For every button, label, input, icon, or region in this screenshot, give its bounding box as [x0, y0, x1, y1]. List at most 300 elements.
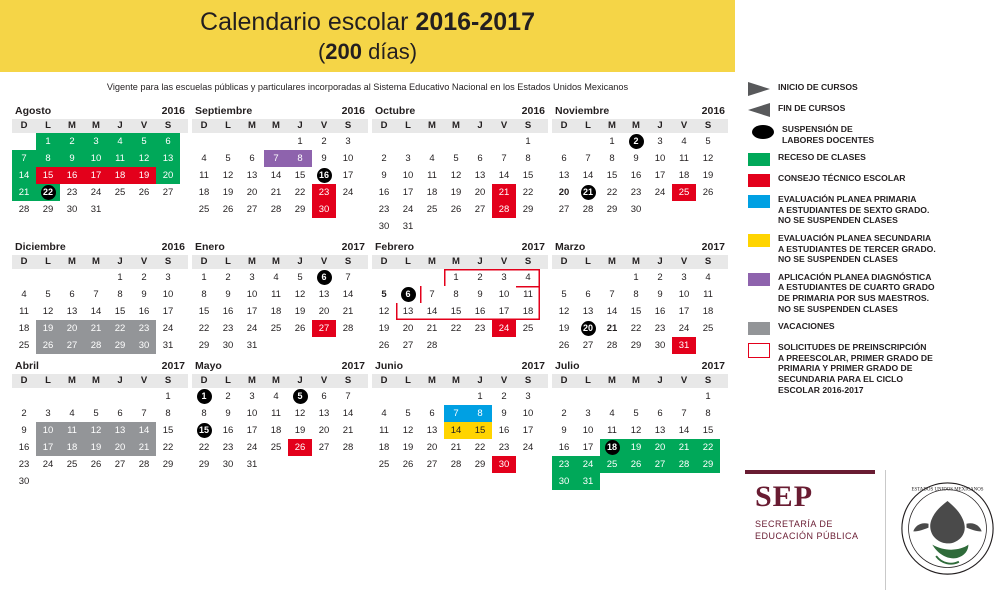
day-cell: 26 [702, 187, 714, 198]
day-cell: 24 [42, 459, 54, 470]
day-cell: 1 [525, 136, 531, 147]
page-title-text: Calendario escolar [200, 8, 416, 36]
day-cell: 31 [246, 459, 258, 470]
day-cell: 15 [468, 422, 492, 439]
day-cell: 14 [342, 289, 354, 300]
month-header [372, 241, 548, 255]
day-cell: 9 [321, 153, 327, 164]
legend-label-line: CONSEJO TÉCNICO ESCOLAR [778, 173, 906, 184]
day-cell: 4 [273, 391, 279, 402]
empty-cell [444, 388, 468, 405]
weekday-header [192, 255, 368, 269]
day-cell: 5 [633, 408, 639, 419]
day-cell: 4 [705, 272, 711, 283]
day-cell: 25 [702, 323, 714, 334]
day-cell: 7 [444, 405, 468, 422]
month-febrero [372, 241, 548, 354]
day-grid [12, 133, 188, 218]
weekday-label: V [320, 256, 328, 267]
empty-cell [600, 388, 624, 405]
weekday-label: V [320, 120, 328, 131]
day-cell: 28 [450, 459, 462, 470]
day-cell: 27 [318, 442, 330, 453]
day-cell [624, 133, 648, 150]
month-header [192, 105, 368, 119]
weekday-header [552, 374, 728, 388]
weekday-label: M [452, 375, 460, 386]
day-grid [192, 133, 368, 218]
weekday-label: J [117, 256, 123, 267]
day-grid [372, 388, 548, 473]
empty-cell [36, 388, 60, 405]
day-cell: 11 [379, 425, 389, 436]
day-cell: 30 [222, 459, 234, 470]
month-name: Abril [15, 360, 39, 372]
day-cell: 8 [201, 289, 207, 300]
day-cell: 31 [576, 473, 600, 490]
day-cell: 2 [561, 408, 567, 419]
day-cell: 13 [66, 306, 78, 317]
day-cell: 18 [678, 170, 690, 181]
weekday-label: S [344, 256, 352, 267]
day-cell: 9 [21, 425, 27, 436]
day-cell: 17 [342, 170, 354, 181]
day-cell: 30 [18, 476, 30, 487]
day-cell: 13 [156, 150, 180, 167]
day-cell: 17 [522, 425, 534, 436]
weekday-header [12, 255, 188, 269]
day-cell: 13 [396, 303, 420, 320]
day-cell: 26 [558, 340, 570, 351]
day-cell: 23 [630, 187, 642, 198]
empty-cell [420, 133, 444, 150]
day-cell: 26 [222, 204, 234, 215]
legend-label-line: A ESTUDIANTES DE SEXTO GRADO. [778, 204, 930, 215]
day-cell: 7 [345, 272, 351, 283]
day-cell: 3 [345, 136, 351, 147]
month-agosto [12, 105, 188, 235]
day-cell: 7 [420, 286, 444, 303]
day-cell: 22 [522, 187, 534, 198]
day-cell: 4 [69, 408, 75, 419]
day-cell [600, 439, 624, 456]
day-cell: 13 [582, 306, 594, 317]
day-cell: 2 [141, 272, 147, 283]
suspension-marker: 2 [629, 134, 644, 149]
day-cell: 11 [199, 170, 209, 181]
weekday-header [12, 374, 188, 388]
day-cell: 10 [162, 289, 174, 300]
weekday-label: L [225, 375, 231, 386]
day-cell: 15 [114, 306, 126, 317]
month-octubre [372, 105, 548, 235]
weekday-label: V [140, 120, 148, 131]
day-cell: 29 [474, 459, 486, 470]
weekday-label: D [200, 120, 208, 131]
day-cell: 12 [132, 150, 156, 167]
weekday-label: J [657, 120, 663, 131]
day-cell: 12 [702, 153, 714, 164]
svg-text:ESTADOS UNIDOS MEXICANOS: ESTADOS UNIDOS MEXICANOS [911, 487, 984, 493]
day-cell: 11 [427, 170, 437, 181]
subtitle-open-paren: ( [317, 39, 326, 64]
month-header [192, 241, 368, 255]
month-year: 2016 [161, 241, 185, 253]
weekday-label: J [297, 375, 303, 386]
day-cell: 24 [162, 323, 174, 334]
sep-dependency-line1: SECRETARÍA DE [755, 519, 833, 529]
month-junio [372, 360, 548, 490]
day-cell: 9 [657, 289, 663, 300]
day-cell: 21 [132, 439, 156, 456]
day-cell: 29 [108, 337, 132, 354]
month-header [12, 105, 188, 119]
day-cell: 31 [246, 340, 258, 351]
day-cell: 19 [402, 442, 414, 453]
day-cell: 26 [288, 439, 312, 456]
weekday-label: S [704, 256, 712, 267]
legend-label-line: VACACIONES [778, 321, 835, 332]
legend-item [748, 82, 998, 96]
legend-label [778, 152, 866, 163]
month-diciembre [12, 241, 188, 354]
weekday-label: S [164, 375, 172, 386]
day-cell: 5 [297, 272, 303, 283]
day-cell: 15 [702, 425, 714, 436]
month-name: Octubre [375, 105, 416, 117]
empty-cell [216, 133, 240, 150]
legend-label-line: DE PRIMARIA POR SUS MAESTROS. [778, 292, 930, 303]
suspension-marker: 22 [41, 185, 56, 200]
day-cell: 24 [654, 187, 666, 198]
sep-band [745, 470, 875, 474]
legend-label-line: NO SE SUSPENDEN CLASES [778, 254, 898, 265]
weekday-label: V [500, 256, 508, 267]
day-cell: 7 [12, 150, 36, 167]
day-cell: 30 [378, 221, 390, 232]
day-cell: 20 [318, 425, 330, 436]
day-cell: 1 [201, 272, 207, 283]
weekday-label: D [560, 256, 568, 267]
day-cell: 17 [246, 306, 258, 317]
day-cell: 27 [558, 204, 570, 215]
day-cell: 9 [561, 425, 567, 436]
day-cell: 4 [201, 153, 207, 164]
day-cell: 23 [474, 323, 486, 334]
weekday-label: D [200, 375, 208, 386]
day-cell: 4 [429, 153, 435, 164]
day-cell: 28 [84, 337, 108, 354]
day-grid [12, 388, 188, 490]
day-cell: 26 [138, 187, 150, 198]
weekday-label: D [380, 375, 388, 386]
suspension-marker: 16 [317, 168, 332, 183]
day-cell: 30 [132, 337, 156, 354]
day-cell: 1 [297, 136, 303, 147]
day-cell: 18 [270, 306, 282, 317]
month-header [12, 241, 188, 255]
legend-label-line: INICIO DE CURSOS [778, 82, 858, 92]
empty-cell [576, 388, 600, 405]
day-cell: 28 [672, 456, 696, 473]
month-year: 2017 [701, 241, 725, 253]
weekday-label: J [477, 375, 483, 386]
month-name: Noviembre [555, 105, 610, 117]
day-cell: 19 [702, 170, 714, 181]
day-cell: 14 [678, 425, 690, 436]
empty-cell [36, 269, 60, 286]
weekday-label: J [297, 256, 303, 267]
weekday-header [372, 255, 548, 269]
legend-label [778, 194, 929, 226]
empty-cell [552, 388, 576, 405]
weekday-label: L [45, 375, 51, 386]
day-cell: 7 [585, 153, 591, 164]
day-cell: 16 [138, 306, 150, 317]
day-cell: 11 [108, 150, 132, 167]
day-cell: 5 [705, 136, 711, 147]
month-header [372, 360, 548, 374]
weekday-label: J [477, 120, 483, 131]
day-cell: 26 [36, 337, 60, 354]
calendar-row [12, 360, 734, 496]
weekday-label: M [68, 256, 76, 267]
month-header [552, 241, 728, 255]
day-cell: 22 [162, 442, 174, 453]
month-header [372, 105, 548, 119]
day-cell: 16 [468, 303, 492, 320]
day-cell: 11 [271, 408, 281, 419]
weekday-label: J [297, 120, 303, 131]
day-cell: 20 [558, 187, 570, 198]
day-cell: 28 [342, 323, 354, 334]
empty-cell [396, 269, 420, 286]
day-cell: 6 [561, 153, 567, 164]
empty-cell [468, 133, 492, 150]
month-name: Junio [375, 360, 403, 372]
weekday-label: S [704, 375, 712, 386]
weekday-header [192, 374, 368, 388]
weekday-header [552, 119, 728, 133]
day-cell: 26 [450, 204, 462, 215]
month-header [192, 360, 368, 374]
day-cell: 11 [703, 289, 713, 300]
day-cell: 25 [522, 323, 534, 334]
color-swatch [748, 322, 770, 335]
day-cell: 23 [498, 442, 510, 453]
page-subtitle [0, 39, 735, 65]
sep-logo: SEP [755, 480, 814, 513]
empty-cell [372, 269, 396, 286]
sep-dependency [755, 518, 859, 542]
day-grid [372, 269, 548, 354]
legend-label [778, 321, 835, 332]
day-cell: 21 [342, 306, 354, 317]
day-cell: 8 [453, 289, 459, 300]
day-cell: 31 [90, 204, 102, 215]
day-cell: 26 [378, 340, 390, 351]
weekday-label: M [608, 120, 616, 131]
day-cell: 27 [474, 204, 486, 215]
empty-cell [396, 388, 420, 405]
day-cell: 28 [342, 442, 354, 453]
day-cell: 8 [288, 150, 312, 167]
day-cell: 2 [225, 391, 231, 402]
weekday-label: S [164, 256, 172, 267]
day-cell: 23 [222, 442, 234, 453]
month-abril [12, 360, 188, 490]
month-header [552, 105, 728, 119]
day-cell: 25 [114, 187, 126, 198]
day-cell: 12 [222, 170, 234, 181]
empty-cell [60, 388, 84, 405]
day-cell: 20 [108, 439, 132, 456]
day-cell: 2 [225, 272, 231, 283]
circle-icon [752, 125, 774, 139]
arrow-right-icon [748, 82, 770, 96]
day-cell: 28 [606, 340, 618, 351]
day-cell: 6 [321, 391, 327, 402]
legend-item [748, 342, 998, 395]
month-year: 2016 [161, 105, 185, 117]
weekday-label: M [248, 375, 256, 386]
month-name: Marzo [555, 241, 586, 253]
day-cell: 23 [132, 320, 156, 337]
weekday-label: V [500, 120, 508, 131]
legend-item [748, 124, 998, 145]
empty-cell [192, 133, 216, 150]
day-cell: 22 [294, 187, 306, 198]
day-cell: 22 [108, 320, 132, 337]
month-name: Diciembre [15, 241, 66, 253]
day-cell: 15 [198, 306, 210, 317]
day-cell: 9 [141, 289, 147, 300]
header-banner [0, 0, 735, 72]
day-cell: 20 [648, 439, 672, 456]
month-year: 2017 [521, 241, 545, 253]
day-cell [576, 184, 600, 201]
outline-swatch [748, 343, 770, 358]
legend-label-line: RECESO DE CLASES [778, 152, 866, 163]
day-cell: 22 [696, 439, 720, 456]
empty-cell [576, 269, 600, 286]
day-cell: 21 [492, 184, 516, 201]
day-cell: 12 [450, 170, 462, 181]
page-title-years: 2016-2017 [415, 8, 535, 36]
day-cell: 31 [672, 337, 696, 354]
day-cell: 12 [558, 306, 570, 317]
weekday-label: M [92, 256, 100, 267]
month-name: Febrero [375, 241, 415, 253]
weekday-label: J [657, 256, 663, 267]
day-cell: 23 [654, 323, 666, 334]
day-cell: 7 [264, 150, 288, 167]
day-cell: 10 [36, 422, 60, 439]
day-cell: 15 [162, 425, 174, 436]
day-cell: 17 [654, 170, 666, 181]
legend-label-line: LABORES DOCENTES [782, 134, 875, 145]
day-cell: 1 [117, 272, 123, 283]
day-cell: 18 [60, 439, 84, 456]
weekday-label: V [140, 256, 148, 267]
month-name: Septiembre [195, 105, 253, 117]
day-cell: 21 [342, 425, 354, 436]
day-cell: 25 [270, 323, 282, 334]
month-year: 2017 [341, 360, 365, 372]
month-year: 2017 [341, 241, 365, 253]
empty-cell [648, 388, 672, 405]
day-cell [36, 184, 60, 201]
day-cell: 13 [318, 408, 330, 419]
subtitle-days-count: 200 [325, 39, 362, 64]
day-cell: 16 [222, 425, 234, 436]
day-cell: 10 [246, 289, 258, 300]
day-cell: 19 [222, 187, 234, 198]
day-cell: 31 [162, 340, 174, 351]
weekday-label: M [428, 120, 436, 131]
day-cell: 28 [138, 459, 150, 470]
day-cell: 27 [162, 187, 174, 198]
suspension-marker: 1 [197, 389, 212, 404]
day-cell: 27 [582, 340, 594, 351]
day-cell: 17 [492, 303, 516, 320]
day-cell: 8 [633, 289, 639, 300]
weekday-label: L [585, 375, 591, 386]
day-cell [312, 269, 336, 286]
weekday-label: L [585, 120, 591, 131]
legend-label [782, 124, 874, 145]
suspension-marker: 6 [317, 270, 332, 285]
day-cell: 20 [246, 187, 258, 198]
day-cell: 18 [198, 187, 210, 198]
legend-item [748, 173, 998, 187]
day-cell: 26 [294, 323, 306, 334]
empty-cell [420, 269, 444, 286]
day-cell: 13 [426, 425, 438, 436]
day-grid [552, 269, 728, 354]
day-cell: 20 [474, 187, 486, 198]
day-cell: 29 [630, 340, 642, 351]
day-cell: 30 [654, 340, 666, 351]
day-grid [192, 269, 368, 354]
day-cell: 24 [402, 204, 414, 215]
day-cell: 11 [607, 425, 617, 436]
day-cell: 21 [672, 439, 696, 456]
weekday-label: J [117, 375, 123, 386]
day-cell: 13 [654, 425, 666, 436]
weekday-label: M [248, 120, 256, 131]
month-year: 2016 [341, 105, 365, 117]
day-cell: 20 [156, 167, 180, 184]
day-cell: 8 [705, 408, 711, 419]
day-cell: 22 [450, 323, 462, 334]
day-cell: 23 [66, 187, 78, 198]
day-cell: 3 [165, 272, 171, 283]
weekday-label: M [272, 375, 280, 386]
day-cell: 2 [381, 153, 387, 164]
empty-cell [372, 133, 396, 150]
day-cell: 29 [42, 204, 54, 215]
day-cell: 28 [492, 201, 516, 218]
day-cell: 23 [378, 204, 390, 215]
day-cell: 17 [162, 306, 174, 317]
day-cell: 14 [420, 303, 444, 320]
day-cell: 4 [108, 133, 132, 150]
weekday-label: D [560, 375, 568, 386]
day-cell: 13 [558, 170, 570, 181]
calendar-row [12, 105, 734, 241]
day-cell: 4 [516, 269, 540, 286]
